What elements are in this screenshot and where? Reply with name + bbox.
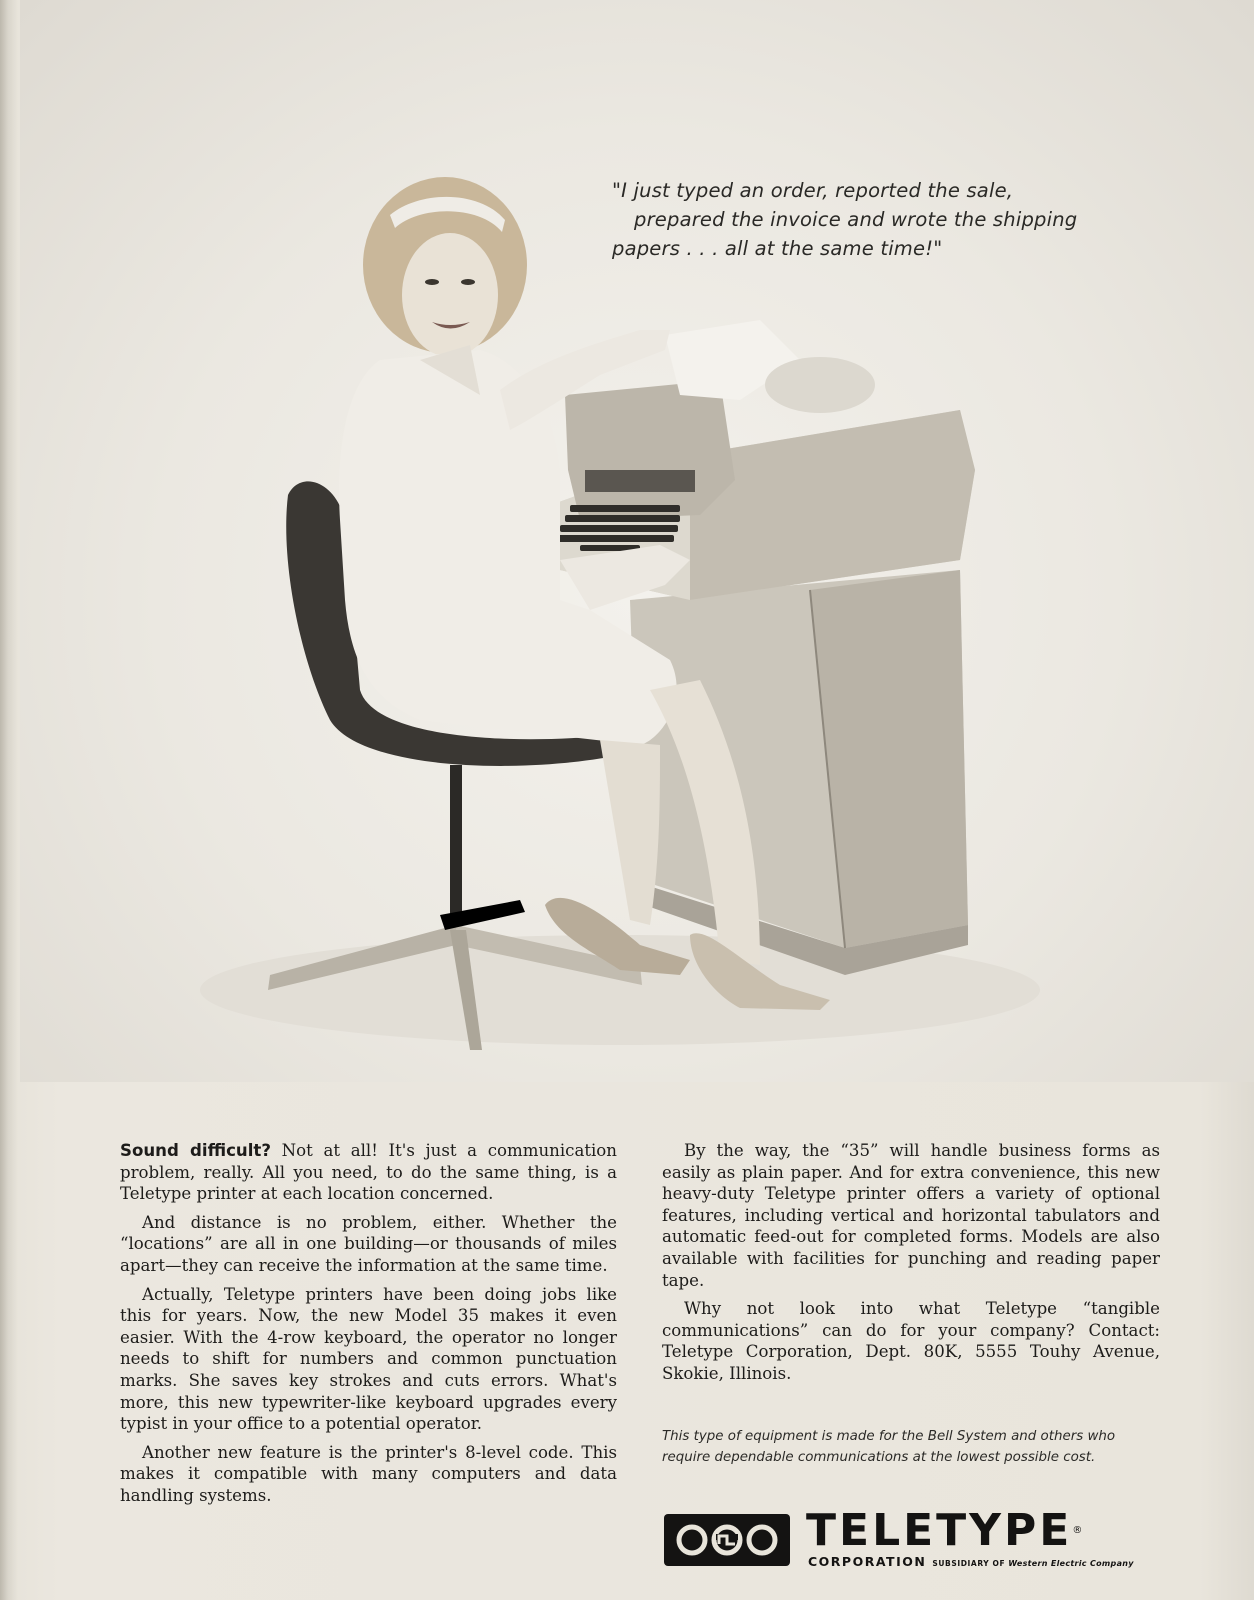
- logo-parent-company: Western Electric Company: [1008, 1559, 1134, 1568]
- logo-corp: CORPORATION: [808, 1554, 927, 1569]
- teletype-logo-mark: [664, 1514, 790, 1566]
- paragraph-1-lead: Sound difficult?: [120, 1141, 271, 1160]
- paragraph-1: [120, 1140, 617, 1205]
- disclaimer-note: This type of equipment is made for the Bell System and others who require dependable communications at the lowest possible cost.: [662, 1429, 1116, 1465]
- logo-word: TELETYPE: [806, 1505, 1073, 1556]
- quote-line-2: prepared the invoice and wrote the shipping: [634, 208, 1078, 231]
- registered-mark: ®: [1072, 1525, 1083, 1536]
- quote-line-3: papers . . . all at the same time!": [612, 237, 943, 260]
- logo-subsidiary: SUBSIDIARY OF: [932, 1559, 1006, 1568]
- logo-corporation-line: [808, 1554, 1134, 1569]
- teletype-logo: [664, 1505, 1164, 1584]
- logo-wordmark: [806, 1506, 1082, 1556]
- face: [402, 233, 498, 357]
- paper-roll: [765, 357, 875, 413]
- paragraph-5: By the way, the “35” will handle business forms as easily as plain paper. And for extra convenience, this new heavy-duty Teletype printer offers a variety of optional features, including vertical and horizontal tabulators and automatic feed-out for completed forms. Models are also available with facilities for punching and reading paper tape.: [662, 1141, 1160, 1290]
- paragraph-6: Why not look into what Teletype “tangible communications” can do for your company? Contact: Teletype Corporation, Dept. 80K, 5555 Touhy Avenue, Skokie, Illinois.: [662, 1299, 1160, 1383]
- leg-left: [600, 740, 660, 925]
- paragraph-4: Another new feature is the printer's 8-level code. This makes it compatible with many computers and data handling systems.: [120, 1442, 617, 1505]
- body-column-right: [662, 1140, 1160, 1392]
- testimonial-quote: [612, 176, 1132, 263]
- teletype-stand: [630, 570, 968, 975]
- logo-emblem-icon: [664, 1514, 790, 1566]
- printer-housing: [565, 380, 735, 520]
- paragraph-2: And distance is no problem, either. Whether the “locations” are all in one building—or thousands of miles apart—they can receive the information at the same time.: [120, 1212, 617, 1275]
- paragraph-3: Actually, Teletype printers have been doing jobs like this for years. Now, the new Model 35 makes it even easier. With the 4-row keyboard, the operator no longer needs to shift for numbers and common punctuation marks. She saves key strokes and cuts errors. What's more, this new typewriter-like keyboard upgrades every typist in your office to a potential operator.: [120, 1284, 617, 1434]
- printer-slot: [585, 470, 695, 492]
- body-column-left: [120, 1140, 617, 1514]
- paragraph-1-text: Not at all! It's just a communication problem, really. All you need, to do the same thing, is a Teletype printer at each location concerned.: [120, 1141, 617, 1204]
- quote-line-1: "I just typed an order, reported the sale,: [612, 179, 1014, 202]
